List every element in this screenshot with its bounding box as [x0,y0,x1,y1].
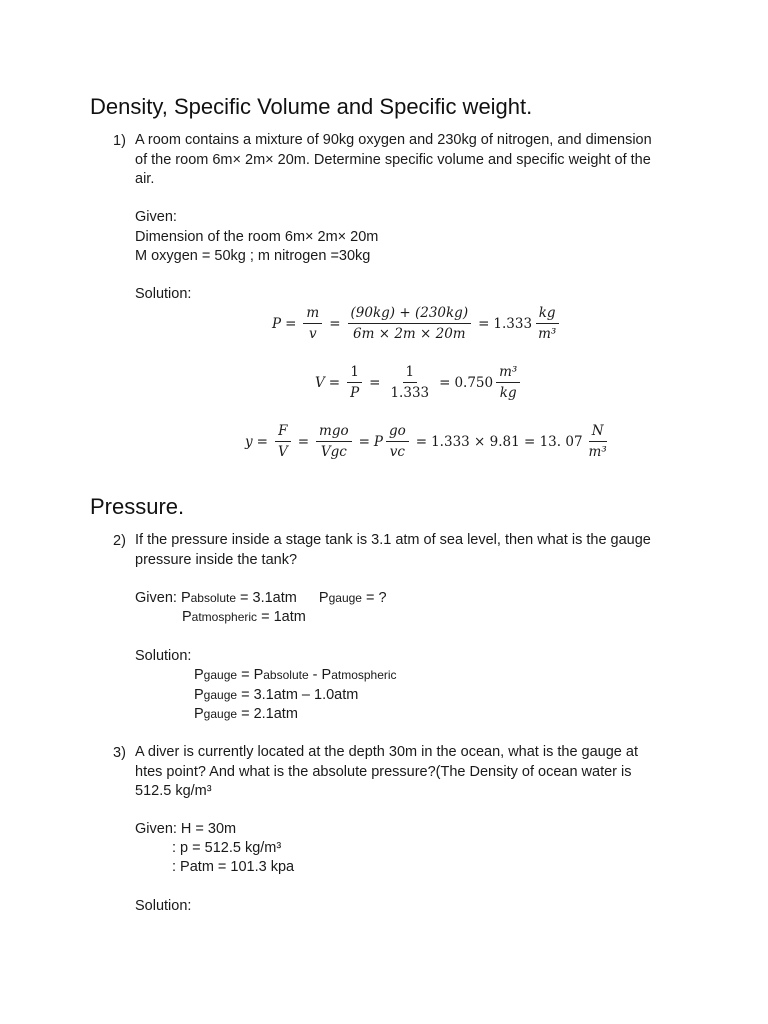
question-2-line-2: pressure inside the tank? [135,551,298,568]
eq1-f1-num: m [303,305,322,324]
given-label: Given: [135,209,177,225]
question-1-line-3: air. [135,171,155,187]
eq2-lhs: V [315,374,325,391]
gauge-result: Pgauge = 2.1atm [194,706,298,722]
eq3-fraction-2 [316,423,352,460]
given-line-2: M oxygen = 50kg ; m nitrogen =30kg [135,248,371,264]
eq2-fraction-1 [347,364,362,401]
question-2-given-row [135,589,387,609]
question-number-2: 2) [113,533,126,549]
eq1-lhs: P [272,315,282,332]
solution-label: Solution: [135,286,192,302]
eq1-unit [535,305,559,342]
specific-volume-equation: V = $\frac{1}{P}$ = $\frac{1}{1.333}$ = 0.750 $\frac{\text{m³}}{kg}$ [315,364,523,401]
eq3-f3-den: vc [389,444,405,460]
eq3-unit-den: m³ [588,444,607,460]
eq3-unit [586,423,610,460]
density-equation: P = $\frac{m}{v}$ = $\frac{(90kg) + (230kg)}{6m \times 2m \times 20m}$ = 1.333 $\frac{kg}{\text{m³}}$ [272,305,562,342]
eq3-f1-num: F [275,423,290,442]
question-3-given-2: : p = 512.5 kg/m³ [172,840,282,856]
eq3-mid: P [373,433,383,450]
gauge-substitution: Pgauge = 3.1atm – 1.0atm [194,687,359,703]
eq3-f2-num: mgo [316,423,352,442]
eq2-f2-num: 1 [403,364,418,383]
eq2-unit-num: m³ [496,364,520,383]
given-line-1: Dimension of the room 6m× 2m× 20m [135,228,379,245]
question-2-line-1: If the pressure inside a stage tank is 3.1 atm of sea level, then what is the gauge [135,532,651,548]
question-1-given [135,208,695,267]
eq1-f2-den: 6m × 2m × 20m [353,326,466,342]
p-absolute: Pabsolute = 3.1atm [180,590,297,606]
eq3-f1-den: V [277,444,288,460]
question-number-3: 3) [113,745,126,761]
question-1-line-2: of the room 6m× 2m× 20m. Determine specific volume and specific weight of the [135,151,651,168]
p-gauge-unknown: Pgauge = ? [318,590,387,606]
eq2-f2-den: 1.333 [390,385,430,401]
eq1-unit-den: m³ [538,326,557,342]
section-title-density: Density, Specific Volume and Specific weight. [90,94,533,119]
gauge-formula: Pgauge = Pabsolute - Patmospheric [194,667,397,683]
eq3-fraction-3 [386,423,409,460]
eq3-f2-den: Vgc [320,444,347,460]
specific-weight-equation: y = $\frac{F}{V}$ = $\frac{\text{mgo}}{\text{Vgc}}$ = P $\frac{go}{vc}$ = 1.333 × 9.81 = 13. 07 $\frac{N}{\text{m³}}$ [245,423,613,460]
question-3-line-2: htes point? And what is the absolute pressure?(The Density of ocean water is [135,763,632,780]
question-number-1: 1) [113,133,126,149]
question-3-given-3: : Patm = 101.3 kpa [172,859,295,875]
eq1-fraction-1 [303,305,322,342]
eq3-f3-num: go [386,423,409,442]
question-3-given-1: Given: H = 30m [135,821,237,837]
solution-label-3: Solution: [135,898,192,914]
question-3-line-1: A diver is currently located at the depth 30m in the ocean, what is the gauge at [135,744,638,760]
eq3-result: 1.333 × 9.81 = 13. 07 [431,433,583,450]
eq3-unit-num: N [589,423,607,442]
eq1-unit-num: kg [536,305,559,324]
eq1-f2-num: (90kg) + (230kg) [348,305,472,324]
section-title-pressure: Pressure. [90,494,185,519]
eq3-fraction-1 [275,423,291,460]
eq2-unit [496,364,520,401]
eq2-result: 0.750 [454,374,494,391]
eq1-result: 1.333 [493,315,533,332]
eq2-fraction-2 [387,364,432,401]
eq1-f1-den: v [308,326,317,342]
eq1-fraction-2 [348,305,472,342]
question-3-line-3: 512.5 kg/m³ [135,783,212,799]
eq2-unit-den: kg [499,385,517,401]
eq2-f1-num: 1 [347,364,362,383]
solution-label-2: Solution: [135,648,192,664]
eq3-lhs: y [245,433,253,450]
given-label: Given: [135,590,177,606]
p-atmospheric: Patmospheric = 1atm [182,609,306,625]
eq2-f1-den: P [350,385,360,401]
question-1-text [135,131,695,190]
question-2-text [135,531,695,570]
question-1-line-1: A room contains a mixture of 90kg oxygen and 230kg of nitrogen, and dimension [135,132,652,148]
question-3-text [135,743,695,802]
